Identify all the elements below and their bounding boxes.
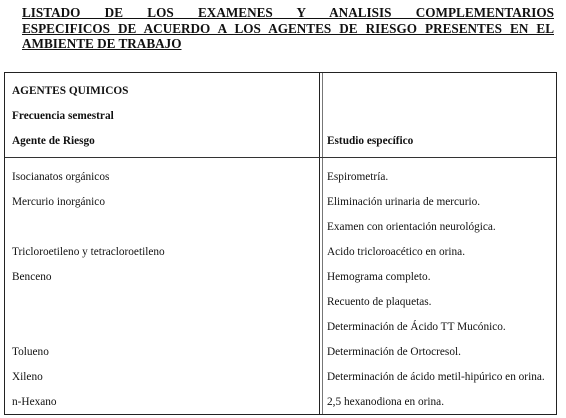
column-header-agent: Agente de Riesgo	[12, 135, 95, 147]
table-cell-agent: Benceno	[12, 271, 52, 283]
title-line-1: LISTADO DE LOS EXAMENES Y ANALISIS COMPLEMENTARIOS	[22, 5, 554, 20]
column-header-study: Estudio específico	[327, 135, 414, 147]
table-cell-agent: n-Hexano	[12, 396, 57, 408]
column-divider	[319, 73, 320, 414]
exams-table	[4, 72, 557, 415]
table-cell-agent: Tolueno	[12, 346, 49, 358]
header-divider	[5, 157, 556, 158]
table-cell-agent: Xileno	[12, 371, 43, 383]
section-heading: AGENTES QUIMICOS	[12, 85, 129, 97]
table-cell-agent: Tricloroetileno y tetracloroetileno	[12, 246, 165, 258]
table-cell-study: Examen con orientación neurológica.	[327, 221, 496, 233]
table-cell-study: 2,5 hexanodiona en orina.	[327, 396, 445, 408]
table-cell-study: Eliminación urinaria de mercurio.	[327, 196, 481, 208]
frequency-label: Frecuencia semestral	[12, 110, 114, 122]
table-cell-study: Determinación de Ortocresol.	[327, 346, 461, 358]
table-cell-agent: Isocianatos orgánicos	[12, 171, 110, 183]
table-cell-study: Acido tricloroacético en orina.	[327, 246, 466, 258]
table-cell-study: Determinación de Ácido TT Mucónico.	[327, 321, 506, 333]
table-cell-study: Hemograma completo.	[327, 271, 431, 283]
table-cell-study: Recuento de plaquetas.	[327, 296, 432, 308]
table-cell-study: Determinación de ácido metil-hipúrico en orina.	[327, 371, 545, 383]
title-line-2: ESPECIFICOS DE ACUERDO A LOS AGENTES DE RIESGO PRESENTES EN EL	[22, 20, 554, 36]
title-line-3: AMBIENTE DE TRABAJO	[22, 36, 182, 51]
document-title	[22, 5, 554, 52]
table-cell-study: Espirometría.	[327, 171, 389, 183]
table-cell-agent: Mercurio inorgánico	[12, 196, 105, 208]
